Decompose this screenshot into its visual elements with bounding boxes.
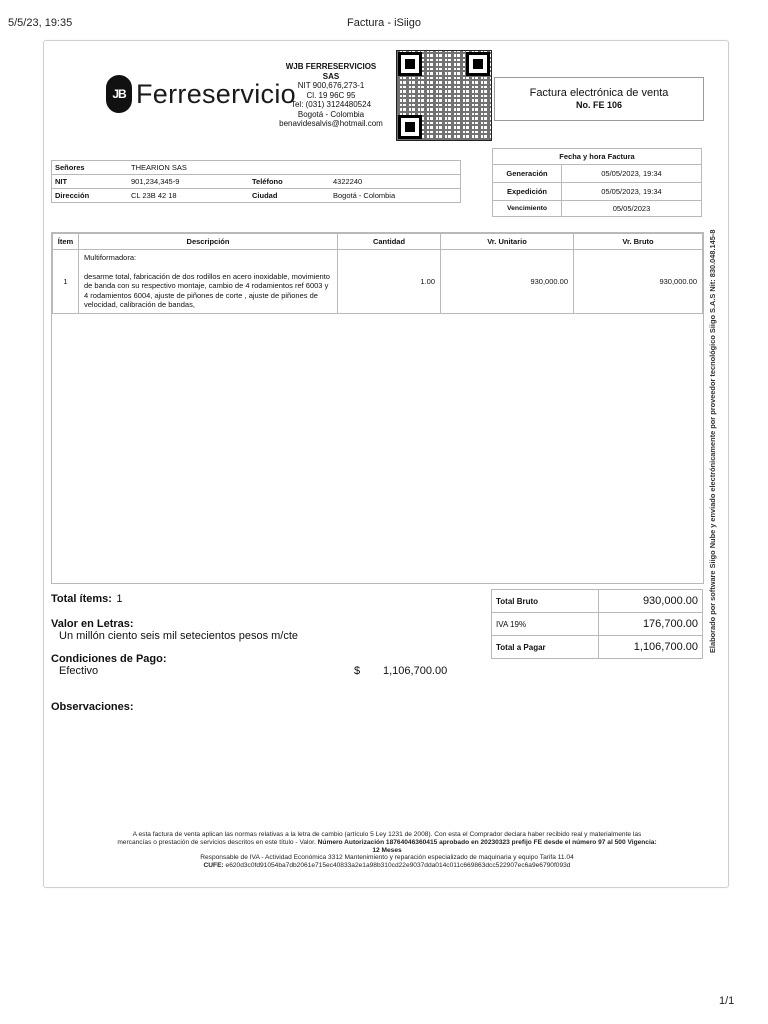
condiciones-value: Efectivo <box>59 665 99 677</box>
iva-value: 176,700.00 <box>599 613 703 636</box>
company-name-2: SAS <box>322 71 340 81</box>
invoice-title-box <box>494 77 704 121</box>
letras-value: Un millón ciento seis mil setecientos pesos m/cte <box>59 630 299 642</box>
legal-footer <box>64 831 710 870</box>
row-bruto: 930,000.00 <box>574 250 703 314</box>
vencimiento-value: 05/05/2023 <box>562 201 702 217</box>
observaciones-label: Observaciones: <box>51 701 134 713</box>
row-item: 1 <box>53 250 79 314</box>
items-table <box>52 233 703 314</box>
software-side-note: Elaborado por software Siigo Nube y enviado electrónicamente por proveedor tecnológico Siigo S.A.S Nit: 830.048.145-8 <box>708 229 717 653</box>
company-name-1: WJB FERRESERVICIOS <box>285 62 377 71</box>
qr-code-icon <box>396 50 492 141</box>
row-title: Multiformadora: <box>84 253 137 262</box>
company-phone: Tel: (031) 3124480524 <box>290 100 372 109</box>
senores-value: THEARION SAS <box>128 161 461 175</box>
invoice-number: No. FE 106 <box>575 100 622 110</box>
company-address: Cl. 19 96C 95 <box>306 90 356 100</box>
col-cantidad: Cantidad <box>338 234 441 250</box>
bruto-value: 930,000.00 <box>599 590 703 613</box>
logo-mark-icon: JB <box>106 75 132 113</box>
row-unitario: 930,000.00 <box>441 250 574 314</box>
cufe-label: CUFE: <box>203 862 224 870</box>
pago-amount: 1,106,700.00 <box>383 665 448 677</box>
table-row <box>53 250 703 314</box>
condiciones-label: Condiciones de Pago: <box>51 653 167 665</box>
generacion-label: Generación <box>493 165 562 183</box>
row-cantidad: 1.00 <box>338 250 441 314</box>
senores-label: Señores <box>52 161 129 175</box>
ciudad-label: Ciudad <box>252 191 278 200</box>
logo-text: Ferreservicio <box>136 78 296 109</box>
col-descripcion: Descripción <box>79 234 338 250</box>
expedicion-value: 05/05/2023, 19:34 <box>562 183 702 201</box>
iva-label: IVA 19% <box>492 613 599 636</box>
footer-line-3: 12 Meses <box>372 846 402 854</box>
expedicion-label: Expedición <box>493 183 562 201</box>
invoice-type: Factura electrónica de venta <box>529 87 669 99</box>
cufe-value: e620d3c0fd91054ba7db2061e715ec40833a2e1a98b310cd22e9037dda014c011c669863dcc522907ec6a9e6790f093d <box>225 862 571 870</box>
col-unitario: Vr. Unitario <box>441 234 574 250</box>
letras-label: Valor en Letras: <box>51 618 134 630</box>
direccion-label: Dirección <box>55 191 90 200</box>
generacion-value: 05/05/2023, 19:34 <box>562 165 702 183</box>
telefono-label: Teléfono <box>249 175 330 189</box>
page-count: 1/1 <box>719 995 735 1007</box>
currency-symbol: $ <box>354 665 361 677</box>
ciudad-value: Bogotá - Colombia <box>333 191 396 200</box>
total-items-label: Total ítems: <box>51 593 112 605</box>
company-info <box>266 62 396 129</box>
footer-line-1: A esta factura de venta aplican las normas relativas a la letra de cambio (artículo 5 Ley 1231 de 2008). Con esta el Comprador declara haber recibido real y materialmente las <box>132 831 642 838</box>
customer-info-table <box>51 160 461 203</box>
telefono-value: 4322240 <box>330 175 461 189</box>
dates-header: Fecha y hora Factura <box>493 149 702 165</box>
print-title: Factura - iSiigo <box>347 17 421 29</box>
company-nit: NIT 900,676,273-1 <box>297 81 365 90</box>
items-area <box>51 232 704 584</box>
footer-line-2b: Número Autorización 18764046360415 aprobado en 20230323 prefijo FE desde el número 97 al 500 Vigencia: <box>317 838 657 846</box>
invoice-page <box>43 40 729 888</box>
direccion-value: CL 23B 42 18 <box>131 191 177 200</box>
dates-table <box>492 148 702 217</box>
print-timestamp: 5/5/23, 19:35 <box>8 17 73 29</box>
col-item: Ítem <box>53 234 79 250</box>
bruto-label: Total Bruto <box>492 590 599 613</box>
summary-block <box>51 589 491 713</box>
footer-line-2a: mercancías o prestación de servicios descritos en este título - Valor. <box>117 838 316 846</box>
row-description: desarme total, fabricación de dos rodillos en acero inoxidable, movimiento de banda con su respectivo montaje, cambio de 4 rodamientos ref 6003 y 4 rodamientos 6004, ajuste de piñones de corte , ajuste de piñones de velocidad, calibración de bandas, <box>84 271 330 309</box>
col-bruto: Vr. Bruto <box>574 234 703 250</box>
nit-label: NIT <box>52 175 129 189</box>
company-email: benavidesalvis@hotmail.com <box>279 119 383 128</box>
vencimiento-label: Vencimiento <box>493 201 562 217</box>
footer-line-4: Responsable de IVA - Actividad Económica 3312 Mantenimiento y reparación especializado de maquinaria y equipo Tarifa 11.04 <box>200 854 574 862</box>
pagar-label: Total a Pagar <box>492 636 599 659</box>
total-items-value: 1 <box>116 593 123 605</box>
totals-table <box>491 589 703 659</box>
company-city: Bogotá - Colombia <box>297 109 365 119</box>
nit-value: 901,234,345-9 <box>128 175 249 189</box>
pagar-value: 1,106,700.00 <box>599 636 703 659</box>
